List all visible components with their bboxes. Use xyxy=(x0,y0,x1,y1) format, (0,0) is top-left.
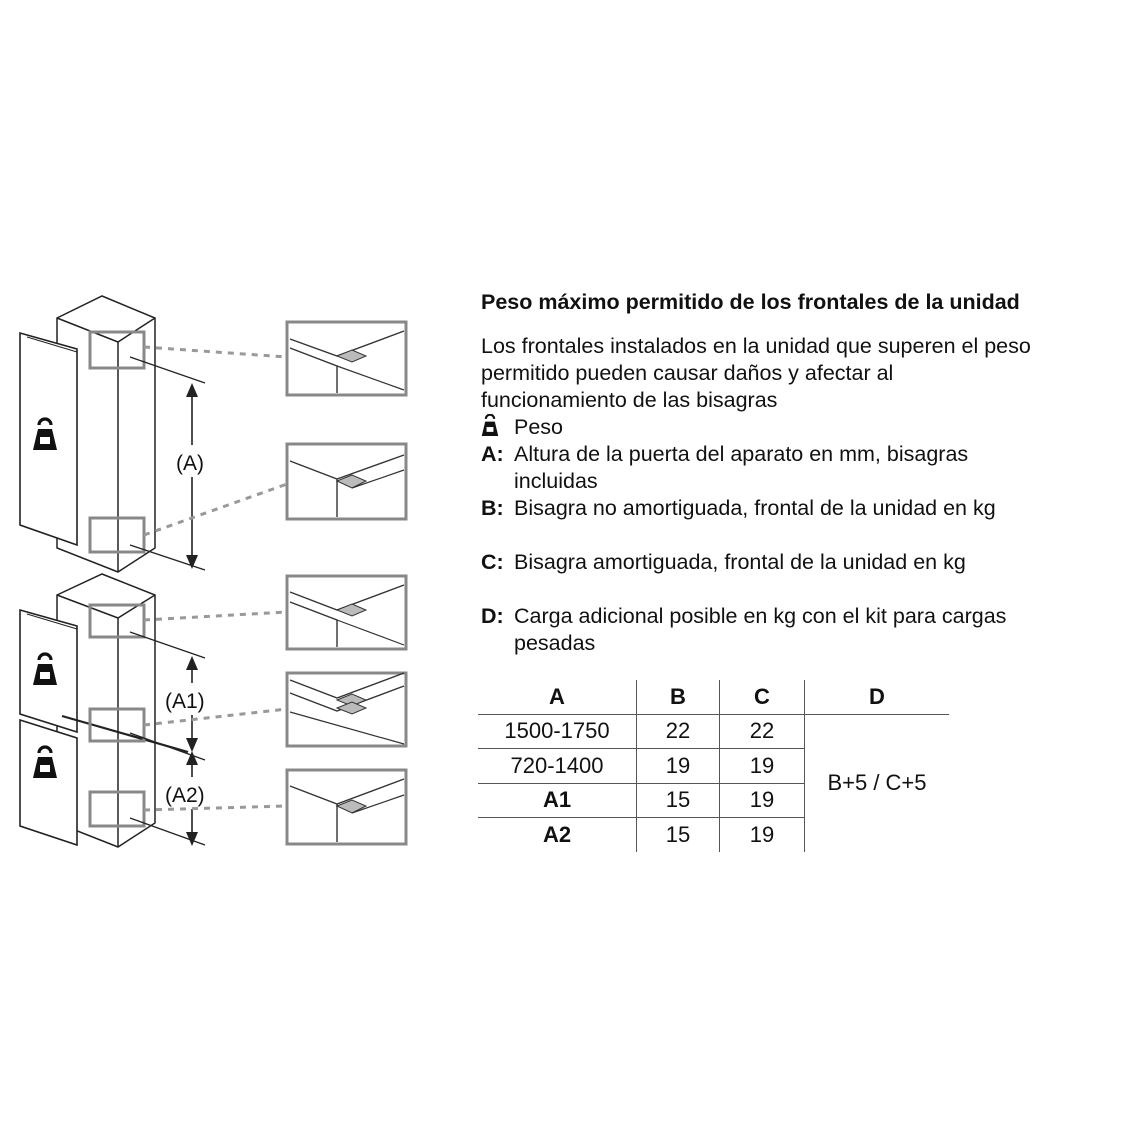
table-row xyxy=(478,714,949,749)
hinge-detail-5 xyxy=(287,770,406,844)
table-cell: 22 xyxy=(720,714,805,749)
section-title: Peso máximo permitido de los frontales de la unidad xyxy=(481,290,1020,314)
legend-item-weight: Peso xyxy=(481,414,1131,441)
table-cell: A1 xyxy=(478,783,637,818)
intro-line: Los frontales instalados en la unidad que superen el peso xyxy=(481,334,1031,358)
detail-connectors xyxy=(144,347,287,810)
hinge-detail-2 xyxy=(287,444,406,519)
table-cell: 19 xyxy=(720,749,805,784)
installation-diagram xyxy=(0,0,420,1140)
table-cell: 22 xyxy=(637,714,720,749)
intro-line: funcionamiento de las bisagras xyxy=(481,388,778,412)
info-panel xyxy=(481,287,1131,657)
table-header-d: D xyxy=(805,680,950,714)
label-a1: (A1) xyxy=(165,690,205,713)
label-a2: (A2) xyxy=(165,784,205,807)
legend-item-c: C: Bisagra amortiguada, frontal de la unidad en kg xyxy=(481,550,966,574)
table-cell-d-value: B+5 / C+5 xyxy=(827,770,927,795)
table-cell: 19 xyxy=(720,818,805,852)
table-cell: 15 xyxy=(637,783,720,818)
table-cell: A2 xyxy=(478,818,637,852)
hinge-detail-3 xyxy=(287,576,406,649)
intro-line: permitido pueden causar daños y afectar al xyxy=(481,361,894,385)
table-header-row xyxy=(478,680,949,714)
table-header-a: A xyxy=(478,680,637,714)
legend xyxy=(481,414,1131,657)
upper-appliance xyxy=(20,296,216,572)
table-cell: 15 xyxy=(637,818,720,852)
hinge-detail-4 xyxy=(287,673,406,746)
table-cell: 19 xyxy=(637,749,720,784)
intro-text xyxy=(481,333,1131,414)
legend-item-b: B: Bisagra no amortiguada, frontal de la unidad en kg xyxy=(481,496,996,520)
legend-item-d: D: Carga adicional posible en kg con el kit para cargas pesadas xyxy=(481,604,1007,655)
table-header-c: C xyxy=(720,680,805,714)
hinge-detail-1 xyxy=(287,322,406,395)
table-header-b: B xyxy=(637,680,720,714)
table-cell: 720-1400 xyxy=(478,749,637,784)
table-cell: 19 xyxy=(720,783,805,818)
label-a: (A) xyxy=(176,452,204,475)
weight-table xyxy=(478,680,949,852)
weight-icon xyxy=(481,414,499,436)
table-cell: 1500-1750 xyxy=(478,714,637,749)
legend-item-a: A: Altura de la puerta del aparato en mm, bisagras incluidas xyxy=(481,442,969,493)
